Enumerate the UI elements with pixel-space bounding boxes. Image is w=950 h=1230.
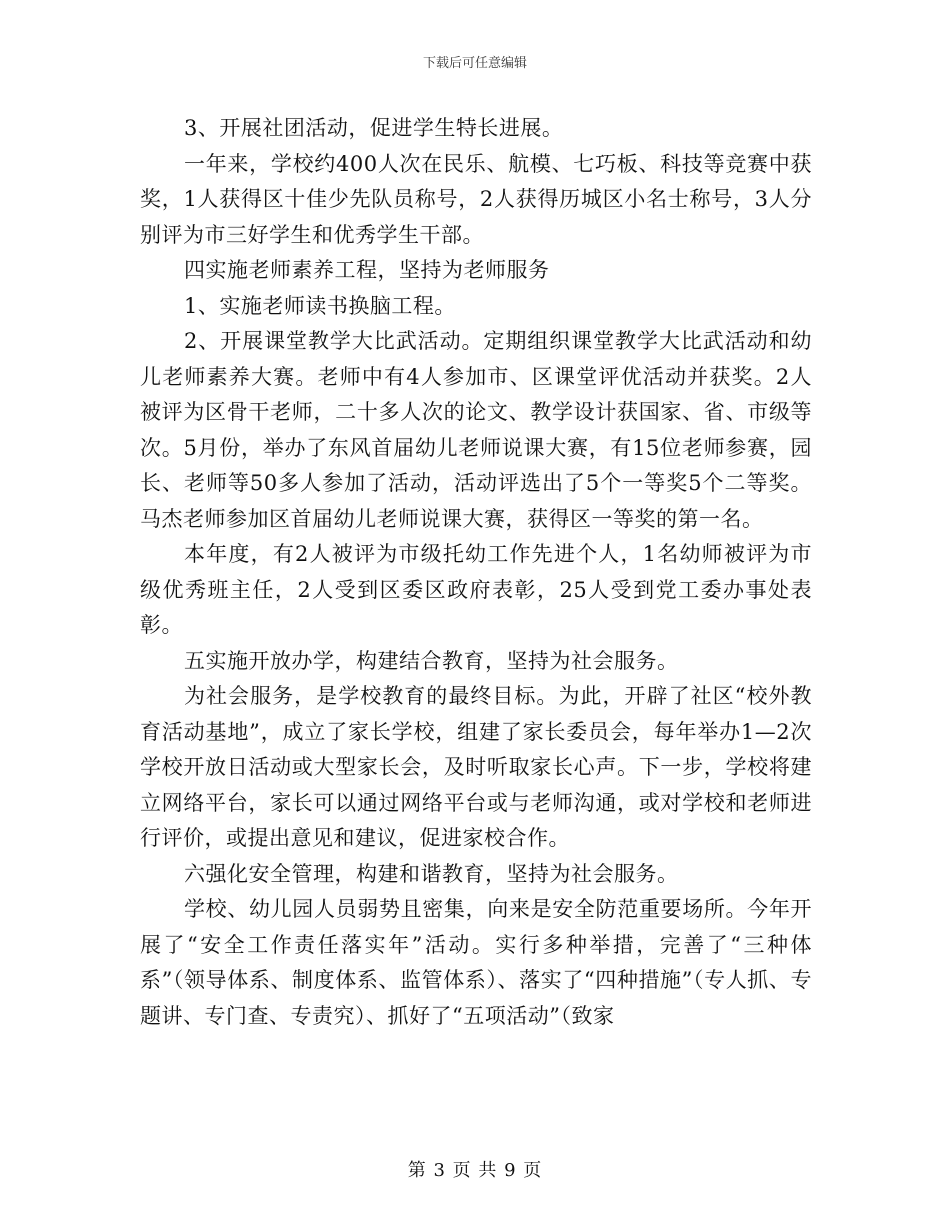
paragraph: 为社会服务，是学校教育的最终目标。为此，开辟了社区“校外教育活动基地”，成立了家长学校，组建了家长委员会，每年举办1—2次学校开放日活动或大型家长会，及时听取家长心声。下一步，学校将建立网络平台，家长可以通过网络平台或与老师沟通，或对学校和老师进行评价，或提出意见和建议，促进家校合作。	[140, 684, 812, 850]
document-body	[140, 111, 812, 1034]
paragraph: 3、开展社团活动，促进学生特长进展。	[184, 116, 564, 140]
paragraph: 一年来，学校约400人次在民乐、航模、七巧板、科技等竞赛中获奖，1人获得区十佳少先队员称号，2人获得历城区小名士称号，3人分别评为市三好学生和优秀学生干部。	[140, 151, 812, 247]
paragraph: 1、实施老师读书换脑工程。	[184, 293, 456, 318]
paragraph: 学校、幼儿园人员弱势且密集，向来是安全防范重要场所。今年开展了“安全工作责任落实年”活动。实行多种举措，完善了“三种体系”（领导体系、制度体系、监管体系）、落实了“四种措施”（专人抓、专题讲、专门查、专责究）、抓好了“五项活动”（致家	[140, 897, 812, 1028]
paragraph: 六强化安全管理，构建和谐教育，坚持为社会服务。	[184, 861, 679, 886]
header-note: 下载后可任意编辑	[422, 56, 527, 71]
paragraph: 四实施老师素养工程，坚持为老师服务	[184, 258, 550, 282]
paragraph: 五实施开放办学，构建结合教育，坚持为社会服务。	[184, 648, 679, 673]
page-footer: 第 3 页 共 9 页	[407, 1160, 543, 1181]
paragraph: 本年度，有2人被评为市级托幼工作先进个人，1名幼师被评为市级优秀班主任，2人受到区委区政府表彰，25人受到党工委办事处表彰。	[140, 542, 812, 637]
paragraph: 2、开展课堂教学大比武活动。定期组织课堂教学大比武活动和幼儿老师素养大赛。老师中有4人参加市、区课堂评优活动并获奖。2人被评为区骨干老师，二十多人次的论文、教学设计获国家、省、市级等次。5月份，举办了东风首届幼儿老师说课大赛，有15位老师参赛，园长、老师等50多人参加了活动，活动评选出了5个一等奖5个二等奖。马杰老师参加区首届幼儿老师说课大赛，获得区一等奖的第一名。	[140, 329, 812, 531]
